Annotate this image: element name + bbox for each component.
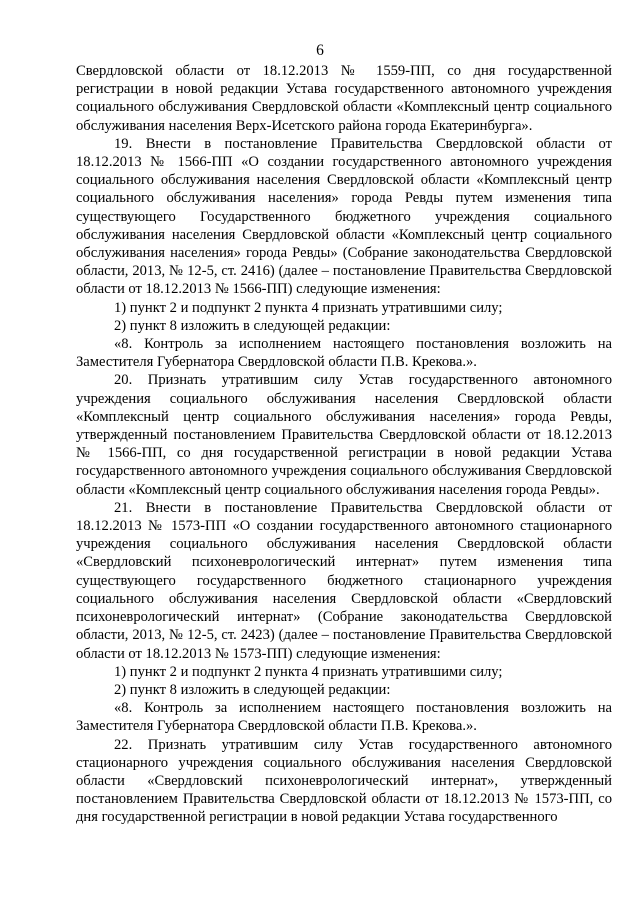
page-number: 6 [316,42,324,59]
paragraph-item-21-subitem-2: 2) пункт 8 изложить в следующей редакции: [114,681,391,698]
paragraph-item-21-subitem-1: 1) пункт 2 и подпункт 2 пункта 4 признать утратившими силу; [114,663,503,680]
paragraph-item-21-quote: «8. Контроль за исполнением настоящего постановления возложить на Заместителя Губернатора Свердловской области П.В. Крекова.». [76,700,612,735]
paragraph-item-21: 21. Внести в постановление Правительства Свердловской области от 18.12.2013 № 1573-ПП «О создании государственного автономного стационарного учреждения социального обслуживания населения Свердловской области «Свердловский психоневрологический интернат» путем изменения типа существующего государственного бюджетного стационарного учреждения социального обслуживания населения Свердловской области «Свердловский психоневрологический интернат» (Собрание законодательства Свердловской области, 2013, № 12-5, ст. 2423) (далее – постановление Правительства Свердловской области от 18.12.2013 № 1573-ПП) следующие изменения: [76,499,612,662]
paragraph-continuation-item-18: Свердловской области от 18.12.2013 № 1559-ПП, со дня государственной регистрации в новой редакции Устава государственного автономного учреждения социального обслуживания Свердловской области «Комплексный центр социального обслуживания населения Верх-Исетского района города Екатеринбурга». [76,63,612,134]
paragraph-item-22: 22. Признать утратившим силу Устав государственного автономного стационарного учреждения социального обслуживания населения Свердловской области «Свердловский психоневрологический интернат», утвержденный постановлением Правительства Свердловской области от 18.12.2013 № 1573-ПП, со дня государственной регистрации в новой редакции Устава государственного [76,736,612,826]
document-body [76,62,612,827]
paragraph-item-19-subitem-2: 2) пункт 8 изложить в следующей редакции: [114,317,391,334]
paragraph-item-19-subitem-1: 1) пункт 2 и подпункт 2 пункта 4 признать утратившими силу; [114,299,503,316]
paragraph-item-19: 19. Внести в постановление Правительства Свердловской области от 18.12.2013 № 1566-ПП «О создании государственного автономного учреждения социального обслуживания населения Свердловской области «Комплексный центр социального обслуживания населения» города Ревды путем изменения типа существующего Государственного бюджетного учреждения социального обслуживания населения Свердловской области «Комплексный центр социального обслуживания населения» города Ревды» (Собрание законодательства Свердловской области, 2013, № 12-5, ст. 2416) (далее – постановление Правительства Свердловской области от 18.12.2013 № 1566-ПП) следующие изменения: [76,135,612,298]
paragraph-item-20: 20. Признать утратившим силу Устав государственного автономного учреждения социального обслуживания населения Свердловской области «Комплексный центр социального обслуживания населения» города Ревды, утвержденный постановлением Правительства Свердловской области от 18.12.2013 № 1566-ПП, со дня государственной регистрации в новой редакции Устава государственного автономного учреждения социального обслуживания Свердловской области «Комплексный центр социального обслуживания населения города Ревды». [76,372,612,498]
paragraph-item-19-quote: «8. Контроль за исполнением настоящего постановления возложить на Заместителя Губернатора Свердловской области П.В. Крекова.». [76,336,612,371]
